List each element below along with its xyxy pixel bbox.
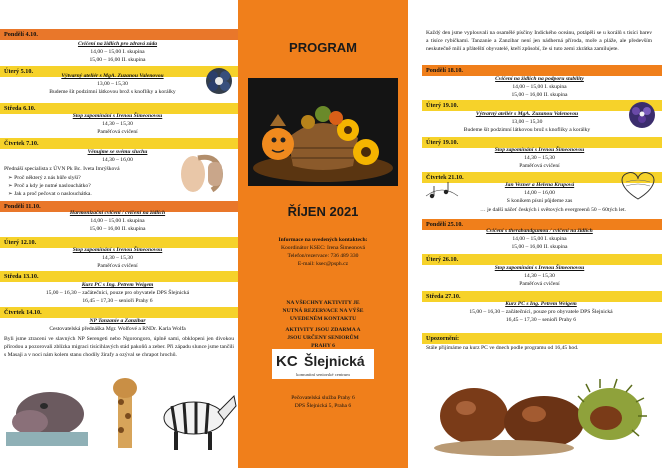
event-title: Stop zapomínání s Irenou Šimeonovou bbox=[72, 247, 163, 253]
brooch-icon bbox=[204, 66, 234, 96]
event-block bbox=[40, 112, 195, 137]
info-coordinator: Koordinátor KSEC: Irena Šimeonová bbox=[280, 245, 366, 251]
event-line: 14,00 – 15,00 I. skupina bbox=[90, 218, 145, 225]
info-email: E-mail: ksec@psph.cz bbox=[297, 261, 349, 267]
date-bar: Úterý 26.10. bbox=[422, 254, 662, 265]
event-line: 13,00 – 15,30 bbox=[97, 81, 128, 88]
event-block bbox=[462, 146, 617, 171]
event-title: Výtvarný ateliér s MgA. Zuzanou Valenovou bbox=[61, 73, 164, 79]
event-block bbox=[40, 209, 195, 234]
event-line: 16,45 – 17,30 – senioři Prahy 6 bbox=[505, 317, 577, 324]
event-line: 15,00 – 16,00 II. skupina bbox=[89, 57, 146, 64]
date-bar: Čtvrtek 14.10. bbox=[0, 307, 238, 318]
right-column bbox=[422, 0, 662, 468]
event-line: … je další náčeť českých i světových evergreenů 50 – 60tých let. bbox=[480, 207, 626, 213]
event-title: Výtvarný ateliér s MgA. Zuzanou Valenovou bbox=[475, 111, 579, 117]
event-line: 14,00 – 15,00 I. skupina bbox=[512, 84, 567, 91]
event-line: 16,45 – 17,30 – senioři Prahy 6 bbox=[82, 298, 153, 305]
event-title: Kurz PC s Ing. Petrem Weigem bbox=[505, 301, 577, 307]
heart-music-icon bbox=[616, 168, 660, 202]
date-bar: Pondělí 11.10. bbox=[0, 201, 238, 212]
event-line: Budeme šít podzimní látkovou brož s knoflíky a korálky bbox=[49, 89, 176, 96]
event-line: 15,00 – 16,00 II. skupina bbox=[511, 92, 568, 99]
event-line: 15,00 – 16,30 – začátečníci, pouze pro obyvatele DPS Šlejnická bbox=[45, 290, 190, 297]
autumn-photo bbox=[248, 78, 398, 186]
event-block bbox=[462, 264, 617, 289]
event-block bbox=[10, 281, 225, 306]
info-phone: Telefon/rezervace: 736 489 330 bbox=[287, 253, 359, 259]
date-bar: Úterý 19.10. bbox=[422, 100, 662, 111]
info-heading: Informace na uvedených kontaktech: bbox=[278, 237, 368, 243]
event-line: Paměťová cvičení bbox=[519, 281, 560, 288]
event-block bbox=[462, 181, 617, 206]
date-bar: Středa 6.10. bbox=[0, 103, 238, 114]
hearing-aid-icon bbox=[176, 150, 231, 198]
hearing-text: Přednáší specialista z ÚVN Pk Bc. Iveta Imrýšková bbox=[4, 166, 120, 172]
date-bar: Čtvrtek 7.10. bbox=[0, 138, 238, 149]
brooch-icon bbox=[627, 100, 657, 130]
event-line: 15,00 – 16,00 II. skupina bbox=[89, 226, 146, 233]
date-bar: Úterý 12.10. bbox=[0, 237, 238, 248]
event-line: Cestovatelská přednáška Mgr. Wolfové a RNDr. Karla Wolfa bbox=[49, 326, 186, 333]
event-line: Paměťová cvičení bbox=[97, 129, 138, 136]
address-line-1: Pečovatelská služba Prahy 6 bbox=[291, 395, 355, 401]
reservation-notice: NA VŠECHNY AKTIVITY JE NUTNÁ REZERVACE NA VÝŠE UVEDENÉM KONTAKTU bbox=[282, 300, 364, 322]
event-title: Cvičení na židlích na podporu stability bbox=[495, 76, 584, 82]
date-bar: Středa 13.10. bbox=[0, 271, 238, 282]
event-line: 13,00 – 15,30 bbox=[511, 119, 543, 126]
event-title: Cvičení na židlích pro zdravá záda bbox=[77, 41, 158, 47]
event-line: 14,30 – 15,30 bbox=[102, 121, 133, 128]
date-bar: Úterý 5.10. bbox=[0, 66, 238, 77]
pumpkin-basket-icon bbox=[248, 78, 398, 186]
event-line: 14,30 – 15,30 bbox=[102, 255, 133, 262]
tanzania-text-continued: Každý den jsme vyplouvali na osamělé písčiny Indického oceánu, potápěli se u korálů s tisíci barev a tisíce rybičkami. Tanzanie a Zanzibar není jen nádherná příroda, moře a pláže, ale především neskutečně milí a přátelští obyvatelé, kteří způsobí, že si tuto zemi zkrátka zamilujete. bbox=[426, 30, 652, 53]
date-bar: Pondělí 18.10. bbox=[422, 65, 662, 76]
date-bar: Úterý 19.10. bbox=[422, 137, 662, 148]
date-bar: Čtvrtek 21.10. bbox=[422, 172, 662, 183]
event-line: 14,30 – 15,30 bbox=[524, 273, 555, 280]
event-line: Paměťová cvičení bbox=[519, 163, 560, 170]
event-line: Budeme šít podzimní látkovou brož s knoflíky a korálky bbox=[463, 127, 591, 134]
bullet-item: ➢ Proč a kdy je nutné naslouchátko? bbox=[8, 183, 91, 190]
event-block bbox=[10, 317, 225, 333]
event-title: Stop zapomínání s Irenou Šimeonovou bbox=[494, 147, 585, 153]
date-bar: Středa 27.10. bbox=[422, 291, 662, 302]
music-notes-icon bbox=[422, 176, 462, 204]
event-line: 14,00 – 16,00 bbox=[524, 190, 555, 197]
event-block bbox=[462, 75, 617, 100]
event-line: 14,30 – 16,00 bbox=[102, 157, 133, 164]
bullet-item: ➢ Jak a proč pečovat o naslouchátka. bbox=[8, 191, 92, 198]
left-column bbox=[0, 0, 238, 468]
event-title: Stop zapomínání s Irenou Šimeonovou bbox=[494, 265, 585, 271]
event-title: Jan Vezner a Helena Krupová bbox=[504, 182, 575, 188]
event-line: 15,00 – 16,00 II. skupina bbox=[511, 244, 568, 251]
date-bar: Pondělí 4.10. bbox=[0, 29, 238, 40]
notice-text: Stále přijímáme na kurz PC ve dnech podle programu od 16,45 hod. bbox=[426, 345, 579, 351]
event-title: Věnujme se svému sluchu bbox=[87, 149, 148, 155]
event-title: Stop zapomínání s Irenou Šimeonovou bbox=[72, 113, 163, 119]
event-title: Harmonizační cvičení / cvičení na židlích bbox=[69, 210, 166, 216]
event-line: Paměťová cvičení bbox=[97, 263, 138, 270]
logo-sub: komunitní seniorské centrum bbox=[296, 372, 350, 377]
ksec-logo bbox=[272, 349, 374, 379]
date-bar: Pondělí 25.10. bbox=[422, 219, 662, 230]
event-line: 14,00 – 15,00 I. skupina bbox=[90, 49, 145, 56]
chestnuts-photo bbox=[424, 362, 660, 458]
logo-name: Šlejnická bbox=[304, 353, 365, 369]
event-line: S koníkem písní půjdeme zas bbox=[506, 198, 573, 205]
event-block bbox=[428, 300, 654, 325]
logo-kc: KC bbox=[276, 353, 298, 370]
event-block bbox=[432, 110, 622, 135]
notice-bar: Upozornění: bbox=[422, 333, 662, 344]
month-title: ŘÍJEN 2021 bbox=[287, 204, 359, 219]
wildlife-photos bbox=[0, 372, 238, 456]
tanzania-text: Byli jsme ztraceni ve slavných NP Serengeti nebo Ngorongoro, úplně sami, obklopeni jen divokou přírodou a pozorovali zblízka migraci tisícihlavých stád pakoňů a zeber. Při západu slunce jsme tančili s Masaji a v noci nám kolem stanu chodily žirafy a ozýval se chrapot hrochů. bbox=[4, 336, 234, 359]
event-line: 14,30 – 15,30 bbox=[524, 155, 555, 162]
bullet-item: ➢ Proč některý z nás hůře slyší? bbox=[8, 175, 81, 181]
free-notice: AKTIVITY JSOU ZDARMA A JSOU URČENY SENIORŮM PRAHY 6 bbox=[285, 327, 361, 349]
event-block bbox=[442, 227, 637, 252]
event-title: Cvičení s therabandgumou / cvičení na židlích bbox=[486, 228, 593, 234]
event-block bbox=[40, 40, 195, 65]
event-line: 14,00 – 15,00 I. skupina bbox=[512, 236, 567, 243]
event-line: 15,00 – 16,30 – začátečníci, pouze pro obyvatele DPS Šlejnická bbox=[469, 309, 613, 316]
address-line-2: DPS Šlejnická 5, Praha 6 bbox=[294, 403, 352, 409]
hearing-bullets bbox=[8, 174, 173, 199]
center-panel bbox=[238, 0, 408, 468]
event-block bbox=[40, 148, 195, 164]
event-title: Kurz PC s Ing. Petrem Weigem bbox=[81, 282, 154, 288]
event-title: NP Tanzanie a Zanzibar bbox=[89, 318, 146, 324]
event-block bbox=[40, 246, 195, 271]
event-block bbox=[20, 72, 205, 97]
program-title: PROGRAM bbox=[289, 40, 357, 55]
